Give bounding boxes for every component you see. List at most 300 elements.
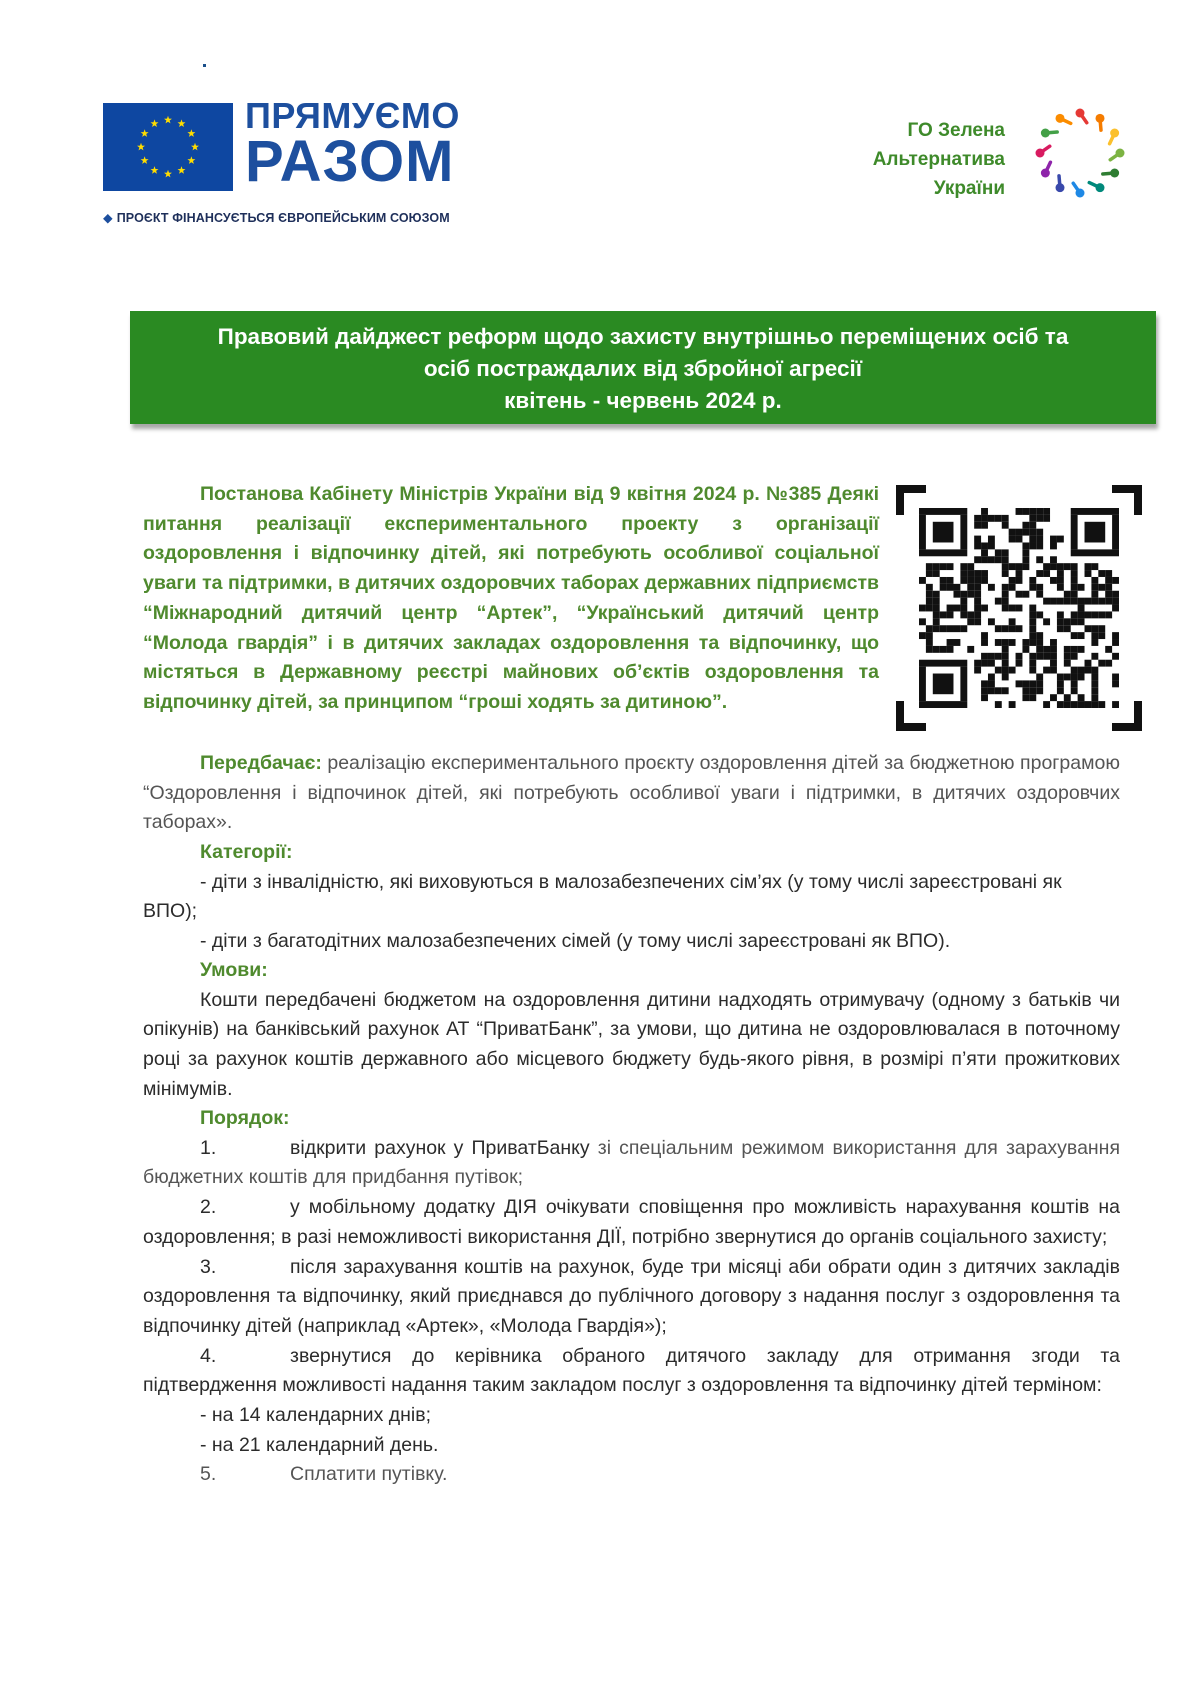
qr-module [1029, 618, 1036, 625]
qr-module [1078, 674, 1085, 681]
brand-logo [245, 95, 460, 194]
banner-line2: осіб постраждалих від збройної агресії [423, 356, 863, 381]
qr-module [1105, 570, 1112, 577]
qr-module [1029, 584, 1036, 591]
qr-module [947, 577, 954, 584]
conditions-section [143, 956, 1120, 1105]
qr-module [933, 646, 940, 653]
qr-module [1002, 563, 1009, 570]
qr-finder [960, 667, 967, 701]
qr-module [1043, 618, 1050, 625]
qr-module [995, 515, 1002, 522]
qr-module [981, 542, 988, 549]
qr-module [940, 646, 947, 653]
qr-module [926, 570, 933, 577]
categories-section [143, 838, 1120, 957]
wreath-arm-icon [1089, 183, 1100, 188]
qr-module [981, 570, 988, 577]
qr-module [926, 632, 933, 639]
eu-flag-logo [103, 103, 233, 191]
qr-module [1036, 680, 1043, 687]
qr-module [967, 570, 974, 577]
qr-module [1050, 598, 1057, 605]
qr-module [967, 577, 974, 584]
qr-module [919, 632, 926, 639]
qr-module [1078, 701, 1085, 708]
qr-module [1071, 680, 1078, 687]
qr-module [1002, 598, 1009, 605]
qr-module [1078, 646, 1085, 653]
qr-module [940, 563, 947, 570]
step-text: після зарахування коштів на рахунок, буде три місяці аби обрати один з дитячих закладів оздоровлення та відпочинку, який приєднався до публічного договору з надання послуг з оздоровлення та відпочинку дітей (наприклад «Артек», «Молода Гвардія»); [143, 1255, 1120, 1337]
brand-top-text: ПРЯМУЄМО [245, 95, 460, 136]
qr-module [1022, 646, 1029, 653]
qr-module [1002, 556, 1009, 563]
qr-module [1050, 556, 1057, 563]
qr-module [1009, 667, 1016, 674]
qr-module [1064, 694, 1071, 701]
qr-module [1085, 701, 1092, 708]
qr-module [967, 618, 974, 625]
qr-module [1098, 660, 1105, 667]
qr-module [1036, 591, 1043, 598]
qr-finder [919, 508, 967, 515]
qr-module [960, 625, 967, 632]
procedure-label: Порядок: [200, 1107, 290, 1129]
step-text-continued: зі спеціальним режимом використання для зарахування бюджетних коштів для придбання путівок; [143, 1136, 1121, 1189]
qr-module [919, 618, 926, 625]
qr-module [947, 639, 954, 646]
qr-module [1112, 632, 1119, 639]
qr-module [1057, 625, 1064, 632]
qr-module [1078, 618, 1085, 625]
qr-module [1009, 529, 1016, 536]
qr-module [1071, 563, 1078, 570]
qr-module [1050, 694, 1057, 701]
arrow-left-icon: ◆ [103, 211, 113, 225]
qr-module [1022, 522, 1029, 529]
conditions-label: Умови: [200, 959, 268, 981]
qr-module [1029, 694, 1036, 701]
qr-module [1064, 618, 1071, 625]
qr-module [974, 515, 981, 522]
qr-module [1091, 598, 1098, 605]
qr-module [988, 584, 995, 591]
qr-module [1091, 591, 1098, 598]
qr-module [967, 591, 974, 598]
provides-paragraph [143, 749, 1120, 838]
qr-module [1064, 563, 1071, 570]
qr-module [1057, 674, 1064, 681]
qr-module [1098, 632, 1105, 639]
qr-module [1112, 674, 1119, 681]
qr-module [974, 522, 981, 529]
qr-module [988, 542, 995, 549]
qr-module [1085, 570, 1092, 577]
qr-module [1091, 653, 1098, 660]
qr-finder [960, 515, 967, 549]
qr-module [1029, 536, 1036, 543]
qr-module [995, 639, 1002, 646]
wreath-arm-icon [1045, 162, 1050, 173]
category-item: - діти з багатодітних малозабезпечених сімей (у тому числі зареєстровані як ВПО). [200, 930, 951, 953]
qr-module [1091, 687, 1098, 694]
qr-module [1002, 667, 1009, 674]
qr-module [1022, 591, 1029, 598]
resolution-title [143, 480, 879, 718]
qr-module [1057, 577, 1064, 584]
qr-module [1036, 542, 1043, 549]
qr-module [981, 508, 988, 515]
qr-module [1098, 701, 1105, 708]
qr-finder [919, 515, 926, 549]
qr-module [1029, 625, 1036, 632]
qr-module [981, 556, 988, 563]
qr-module [1078, 611, 1085, 618]
qr-module [1036, 632, 1043, 639]
qr-module [1036, 687, 1043, 694]
qr-module [981, 577, 988, 584]
qr-module [1002, 591, 1009, 598]
qr-module [1043, 667, 1050, 674]
qr-module [1043, 515, 1050, 522]
qr-module [1022, 687, 1029, 694]
qr-module [981, 687, 988, 694]
qr-module [1050, 577, 1057, 584]
qr-module [1071, 701, 1078, 708]
qr-module [1036, 570, 1043, 577]
duration-item: - на 14 календарних днів; [200, 1404, 432, 1427]
qr-module [1112, 639, 1119, 646]
category-item: - діти з інвалідністю, які виховуються в малозабезпечених сім’ях (у тому числі зареєстровані як ВПО); [143, 870, 1062, 923]
qr-module [960, 591, 967, 598]
qr-module [1022, 529, 1029, 536]
qr-module [1022, 508, 1029, 515]
qr-module [1016, 577, 1023, 584]
qr-module [1002, 646, 1009, 653]
qr-module [1022, 563, 1029, 570]
qr-module [974, 577, 981, 584]
qr-module [1016, 653, 1023, 660]
qr-module [1071, 653, 1078, 660]
qr-module [1029, 508, 1036, 515]
qr-module [1016, 529, 1023, 536]
qr-module [926, 563, 933, 570]
qr-finder [1085, 522, 1106, 543]
procedure-section [143, 1104, 1120, 1490]
qr-module [1036, 646, 1043, 653]
step-text: у мобільному додатку ДІЯ очікувати сповіщення про можливість нарахування коштів на оздоровлення; в разі неможливості використання ДІЇ, потрібно звернутися до органів соціального захисту; [143, 1196, 1120, 1248]
banner-line3: квітень - червень 2024 р. [504, 388, 782, 413]
qr-module [1112, 598, 1119, 605]
qr-module [926, 605, 933, 612]
qr-module [1022, 542, 1029, 549]
qr-module [981, 639, 988, 646]
qr-module [1002, 674, 1009, 681]
qr-module [995, 701, 1002, 708]
qr-module [988, 653, 995, 660]
qr-module [1071, 618, 1078, 625]
qr-module [1071, 667, 1078, 674]
conditions-text: Кошти передбачені бюджетом на оздоровлення дитини надходять отримувачу (одному з батьків чи опікунів) на банківський рахунок АТ “ПриватБанк”, за умови, що дитина не оздоровлювалася в поточному році за рахунок коштів державного або місцевого бюджету будь-якого рівня, в розмірі п’яти прожиткових мінімумів. [143, 988, 1120, 1100]
qr-finder [1112, 515, 1119, 549]
qr-module [1064, 646, 1071, 653]
qr-module [1036, 556, 1043, 563]
qr-module [988, 556, 995, 563]
qr-module [1002, 687, 1009, 694]
qr-code[interactable] [896, 485, 1142, 731]
qr-finder [1071, 515, 1078, 549]
qr-module [1043, 508, 1050, 515]
qr-module [1078, 605, 1085, 612]
qr-module [1057, 584, 1064, 591]
qr-module [1036, 611, 1043, 618]
wreath-arm-icon [1059, 176, 1060, 188]
qr-module [1036, 584, 1043, 591]
qr-module [1029, 522, 1036, 529]
qr-module [933, 591, 940, 598]
qr-module [960, 598, 967, 605]
qr-module [1036, 639, 1043, 646]
org-name-line1: ГО Зелена [907, 120, 1005, 141]
qr-module [1064, 625, 1071, 632]
qr-module [1105, 577, 1112, 584]
step-number: 3. [200, 1255, 217, 1278]
qr-module [1071, 611, 1078, 618]
qr-module [974, 536, 981, 543]
qr-module [1057, 570, 1064, 577]
qr-module [1022, 556, 1029, 563]
qr-module [1029, 680, 1036, 687]
qr-module [933, 598, 940, 605]
qr-module [1050, 667, 1057, 674]
qr-module [1022, 639, 1029, 646]
qr-module [1029, 653, 1036, 660]
qr-module [1029, 542, 1036, 549]
qr-module [981, 680, 988, 687]
qr-module [953, 584, 960, 591]
qr-module [1029, 529, 1036, 536]
qr-module [1036, 674, 1043, 681]
qr-module [933, 563, 940, 570]
qr-module [1002, 515, 1009, 522]
qr-module [1078, 584, 1085, 591]
qr-module [967, 584, 974, 591]
qr-module [1091, 694, 1098, 701]
qr-module [926, 646, 933, 653]
qr-module [1016, 591, 1023, 598]
qr-module [1071, 674, 1078, 681]
qr-module [974, 584, 981, 591]
qr-module [1091, 639, 1098, 646]
qr-module [926, 591, 933, 598]
digest-title-banner [130, 311, 1156, 424]
qr-finder [919, 660, 967, 667]
step-number: 4. [200, 1344, 217, 1367]
qr-module [926, 639, 933, 646]
qr-module [1043, 646, 1050, 653]
qr-module [1009, 701, 1016, 708]
qr-module [1112, 653, 1119, 660]
qr-module [974, 611, 981, 618]
qr-module [1091, 584, 1098, 591]
qr-module [967, 646, 974, 653]
qr-module [981, 660, 988, 667]
qr-module [1029, 611, 1036, 618]
qr-module [960, 570, 967, 577]
qr-module [1112, 577, 1119, 584]
qr-module [1071, 646, 1078, 653]
qr-module [1057, 598, 1064, 605]
qr-module [1050, 542, 1057, 549]
qr-module [1029, 605, 1036, 612]
qr-module [1057, 536, 1064, 543]
qr-module [981, 549, 988, 556]
qr-module [919, 605, 926, 612]
qr-module [1002, 653, 1009, 660]
funded-by-text: ПРОЄКТ ФІНАНСУЄТЬСЯ ЄВРОПЕЙСЬКИМ СОЮЗОМ [116, 211, 450, 225]
step-number: 2. [200, 1196, 217, 1219]
qr-module [981, 694, 988, 701]
procedure-step [143, 1342, 1120, 1401]
qr-module [960, 611, 967, 618]
provides-text: реалізацію експериментального проєкту оздоровлення дітей за бюджетною програмою “Оздоровлення і відпочинок дітей, які потребують особливої уваги і підтримки, в дитячих оздоровчих таборах». [143, 752, 1120, 834]
qr-module [1022, 694, 1029, 701]
qr-module [1036, 508, 1043, 515]
qr-module [1057, 563, 1064, 570]
qr-module [995, 549, 1002, 556]
qr-module [1002, 522, 1009, 529]
step-text: відкрити рахунок у ПриватБанку [290, 1136, 590, 1159]
qr-module [1009, 536, 1016, 543]
qr-module [1098, 611, 1105, 618]
qr-module [940, 584, 947, 591]
qr-module [1112, 591, 1119, 598]
wreath-arm-icon [1045, 132, 1057, 133]
qr-module [1105, 591, 1112, 598]
qr-module [947, 611, 954, 618]
qr-module [1036, 515, 1043, 522]
qr-module [1105, 660, 1112, 667]
qr-module [1071, 577, 1078, 584]
qr-module [1002, 570, 1009, 577]
qr-finder [933, 674, 954, 695]
qr-module [1078, 694, 1085, 701]
qr-module [1085, 660, 1092, 667]
qr-module [1091, 674, 1098, 681]
qr-module [1029, 515, 1036, 522]
qr-module [953, 605, 960, 612]
qr-module [1016, 570, 1023, 577]
qr-finder [919, 701, 967, 708]
qr-module [1043, 570, 1050, 577]
qr-module [1016, 508, 1023, 515]
qr-module [1057, 618, 1064, 625]
qr-module [995, 625, 1002, 632]
qr-module [995, 667, 1002, 674]
qr-module [1016, 680, 1023, 687]
qr-module [933, 570, 940, 577]
qr-finder [919, 549, 967, 556]
qr-module [1091, 577, 1098, 584]
qr-module [1105, 611, 1112, 618]
qr-module [953, 625, 960, 632]
qr-module [1091, 611, 1098, 618]
qr-finder [1071, 508, 1119, 515]
qr-finder [933, 522, 954, 543]
qr-module [1009, 563, 1016, 570]
qr-module [974, 542, 981, 549]
qr-module [960, 577, 967, 584]
qr-module [947, 605, 954, 612]
qr-module [919, 577, 926, 584]
organization-wreath-logo [1027, 100, 1133, 206]
qr-module [1105, 584, 1112, 591]
qr-module [1085, 598, 1092, 605]
org-name-line3: України [933, 178, 1005, 199]
qr-module [1009, 618, 1016, 625]
qr-module [967, 611, 974, 618]
qr-module [1050, 660, 1057, 667]
qr-module [1029, 639, 1036, 646]
qr-module [1064, 591, 1071, 598]
qr-finder [919, 667, 926, 701]
qr-module [1002, 625, 1009, 632]
brand-bottom-text: РАЗОМ [245, 129, 455, 194]
qr-module [947, 563, 954, 570]
funded-by-note [103, 210, 450, 225]
qr-module [947, 625, 954, 632]
qr-module [1002, 605, 1009, 612]
qr-module [1002, 549, 1009, 556]
qr-module [1071, 591, 1078, 598]
qr-module [1009, 577, 1016, 584]
qr-module [981, 653, 988, 660]
qr-module [1085, 563, 1092, 570]
qr-module [926, 625, 933, 632]
qr-module [1022, 680, 1029, 687]
qr-module [933, 605, 940, 612]
qr-module [974, 570, 981, 577]
qr-module [974, 605, 981, 612]
qr-module [940, 625, 947, 632]
qr-module [995, 556, 1002, 563]
organization-name [873, 116, 1005, 203]
org-name-line2: Альтернатива [872, 149, 1005, 170]
qr-module [1016, 660, 1023, 667]
qr-module [947, 646, 954, 653]
qr-module [988, 618, 995, 625]
provides-label: Передбачає: [200, 752, 322, 774]
qr-module [1057, 701, 1064, 708]
resolution-title-text: Постанова Кабінету Міністрів України від 9 квітня 2024 р. №385 Деякі питання реалізації експериментального проекту з організації оздоровлення і відпочинку дітей, які потребують особливої соціальної уваги та підтримки, в дитячих оздоровчих таборах державних підприємств “Міжнародний дитячий центр “Артек”, “Український дитячий центр “Молода гвардія” і в дитячих закладах оздоровлення та відпочинку, що містяться в Державному реєстрі майнових об’єктів оздоровлення та відпочинку дітей, за принципом “гроші ходять за дитиною”. [143, 483, 879, 713]
qr-module [1002, 660, 1009, 667]
procedure-step [143, 1460, 1120, 1490]
qr-module [1029, 577, 1036, 584]
qr-module [974, 556, 981, 563]
qr-module [1064, 660, 1071, 667]
wreath-arm-icon [1100, 118, 1101, 130]
qr-module [1091, 701, 1098, 708]
qr-module [1016, 563, 1023, 570]
qr-module [933, 625, 940, 632]
qr-module [988, 515, 995, 522]
step-text: звернутися до керівника обраного дитячого закладу для отримання згоди та підтвердження можливості надання таким закладом послуг з оздоровлення та відпочинку дітей терміном: [143, 1344, 1120, 1397]
qr-module [1002, 639, 1009, 646]
qr-module [1036, 529, 1043, 536]
qr-module [1043, 701, 1050, 708]
qr-module [995, 653, 1002, 660]
